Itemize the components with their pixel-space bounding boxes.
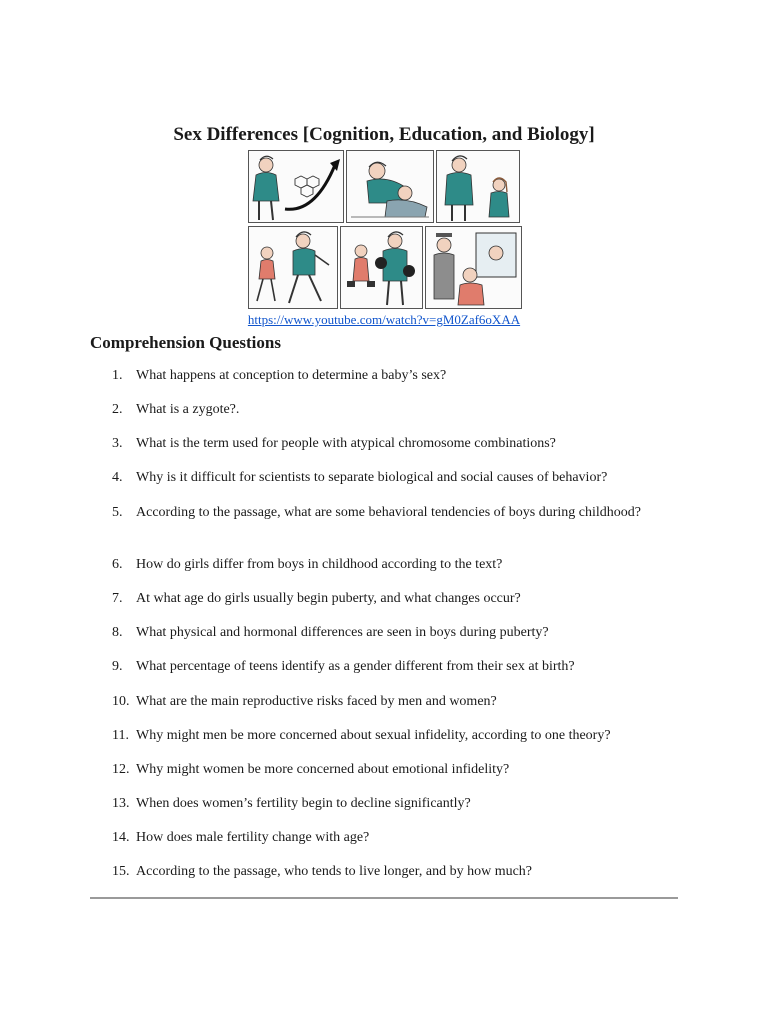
horizontal-divider [90,897,678,899]
question-text: What physical and hormonal differences are seen in boys during puberty? [136,625,549,640]
question-text: What happens at conception to determine a baby’s sex? [136,368,447,383]
illustration-panel-weights [340,226,423,309]
question-item [112,693,676,710]
question-text: When does women’s fertility begin to decline significantly? [136,796,471,811]
question-text: According to the passage, who tends to live longer, and by how much? [136,864,533,879]
question-number: 5. [112,505,123,520]
question-item [112,829,676,846]
question-item [112,863,676,880]
question-text: According to the passage, what are some behavioral tendencies of boys during childhood? [136,505,642,520]
illustration-panel-rough-play [346,150,434,223]
question-number: 9. [112,659,123,674]
question-item [112,556,676,573]
illustration-panel-aging [425,226,522,309]
illustration-panel-running [248,226,338,309]
youtube-link[interactable]: https://www.youtube.com/watch?v=gM0Zaf6oXAA [247,312,521,327]
question-item [112,624,676,641]
question-number: 1. [112,368,123,383]
question-text: What percentage of teens identify as a gender different from their sex at birth? [136,659,575,674]
section-heading: Comprehension Questions [90,333,281,352]
question-number: 8. [112,625,123,640]
question-text: Why is it difficult for scientists to separate biological and social causes of behavior? [136,470,608,485]
question-number: 13. [112,796,130,811]
question-text: What is the term used for people with atypical chromosome combinations? [136,436,556,451]
illustration-collage [247,149,521,309]
question-item [112,795,676,812]
question-text: How does male fertility change with age? [136,830,370,845]
question-number: 15. [112,864,130,879]
question-number: 14. [112,830,130,845]
question-item [112,761,676,778]
question-number: 3. [112,436,123,451]
question-number: 10. [112,694,130,709]
question-number: 11. [112,728,129,743]
question-item [112,727,676,744]
question-text: How do girls differ from boys in childhood according to the text? [136,557,503,572]
question-item [112,367,676,384]
question-number: 6. [112,557,123,572]
question-number: 12. [112,762,130,777]
question-number: 4. [112,470,123,485]
question-text: What are the main reproductive risks faced by men and women? [136,694,497,709]
question-item [112,658,676,675]
illustration-panel-couple [436,150,520,223]
question-text: What is a zygote?. [136,402,240,417]
question-item [112,401,676,418]
illustration-panel-hormone [248,150,344,223]
question-item [112,435,676,452]
question-text: Why might women be more concerned about emotional infidelity? [136,762,510,777]
question-text: Why might men be more concerned about sexual infidelity, according to one theory? [136,728,611,743]
question-text: At what age do girls usually begin puberty, and what changes occur? [136,591,521,606]
question-item [112,590,676,607]
question-number: 7. [112,591,123,606]
question-item [112,469,676,486]
document-title: Sex Differences [Cognition, Education, and Biology] [173,124,595,145]
question-item [112,504,676,521]
question-number: 2. [112,402,123,417]
